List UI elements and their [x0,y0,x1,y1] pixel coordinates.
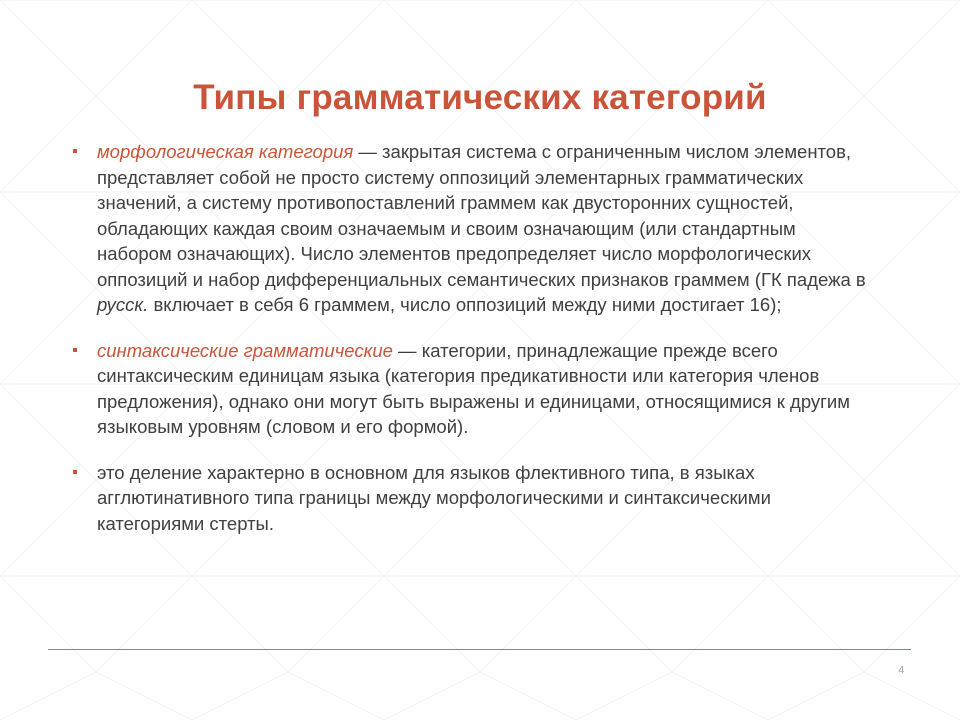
bullet-text: — категории, принадлежащие прежде всего синтаксическим единицам языка (категория предикативности или категория членов предложения), однако они могут быть выражены и единицами, относящимися к другим языковым уровням (словом и его формой). [97,339,850,437]
bullet-text-part-1: — закрытая система с ограниченным числом элементов, представляет собой не просто систему оппозиций элементарных грамматических значений, а систему противопоставлений граммем как двусторонних сущностей, обладающих каждая своим означаемым и своим означающим (или стандартным набором означающих). Число элементов предопределяет число морфологических оппозиций и набор дифференциальных семантических признаков граммем (ГК падежа в [97,141,866,290]
term-morphological-category: морфологическая категория [97,141,354,162]
bullet-language-type-note [72,460,872,537]
slide-content [72,139,872,536]
square-bullet-icon [73,149,77,153]
page-number: 4 [898,665,904,676]
term-syntactic-grammatical: синтаксические грамматические [97,339,393,361]
slide-title: Типы грамматических категорий [193,78,767,117]
bullet-text-part-2: включает в себя 6 граммем, число оппозиций между ними достигает 16); [148,294,782,315]
footer-divider [48,649,911,650]
bullet-morphological-category [72,139,872,318]
bullet-syntactic-categories [72,338,872,440]
bullet-text: это деление характерно в основном для языков флективного типа, в языках агглютинативного типа границы между морфологическими и синтаксическими категориями стерты. [97,461,771,534]
square-bullet-icon [73,470,77,474]
italic-language-abbreviation: русск. [97,294,149,315]
square-bullet-icon [73,348,77,352]
